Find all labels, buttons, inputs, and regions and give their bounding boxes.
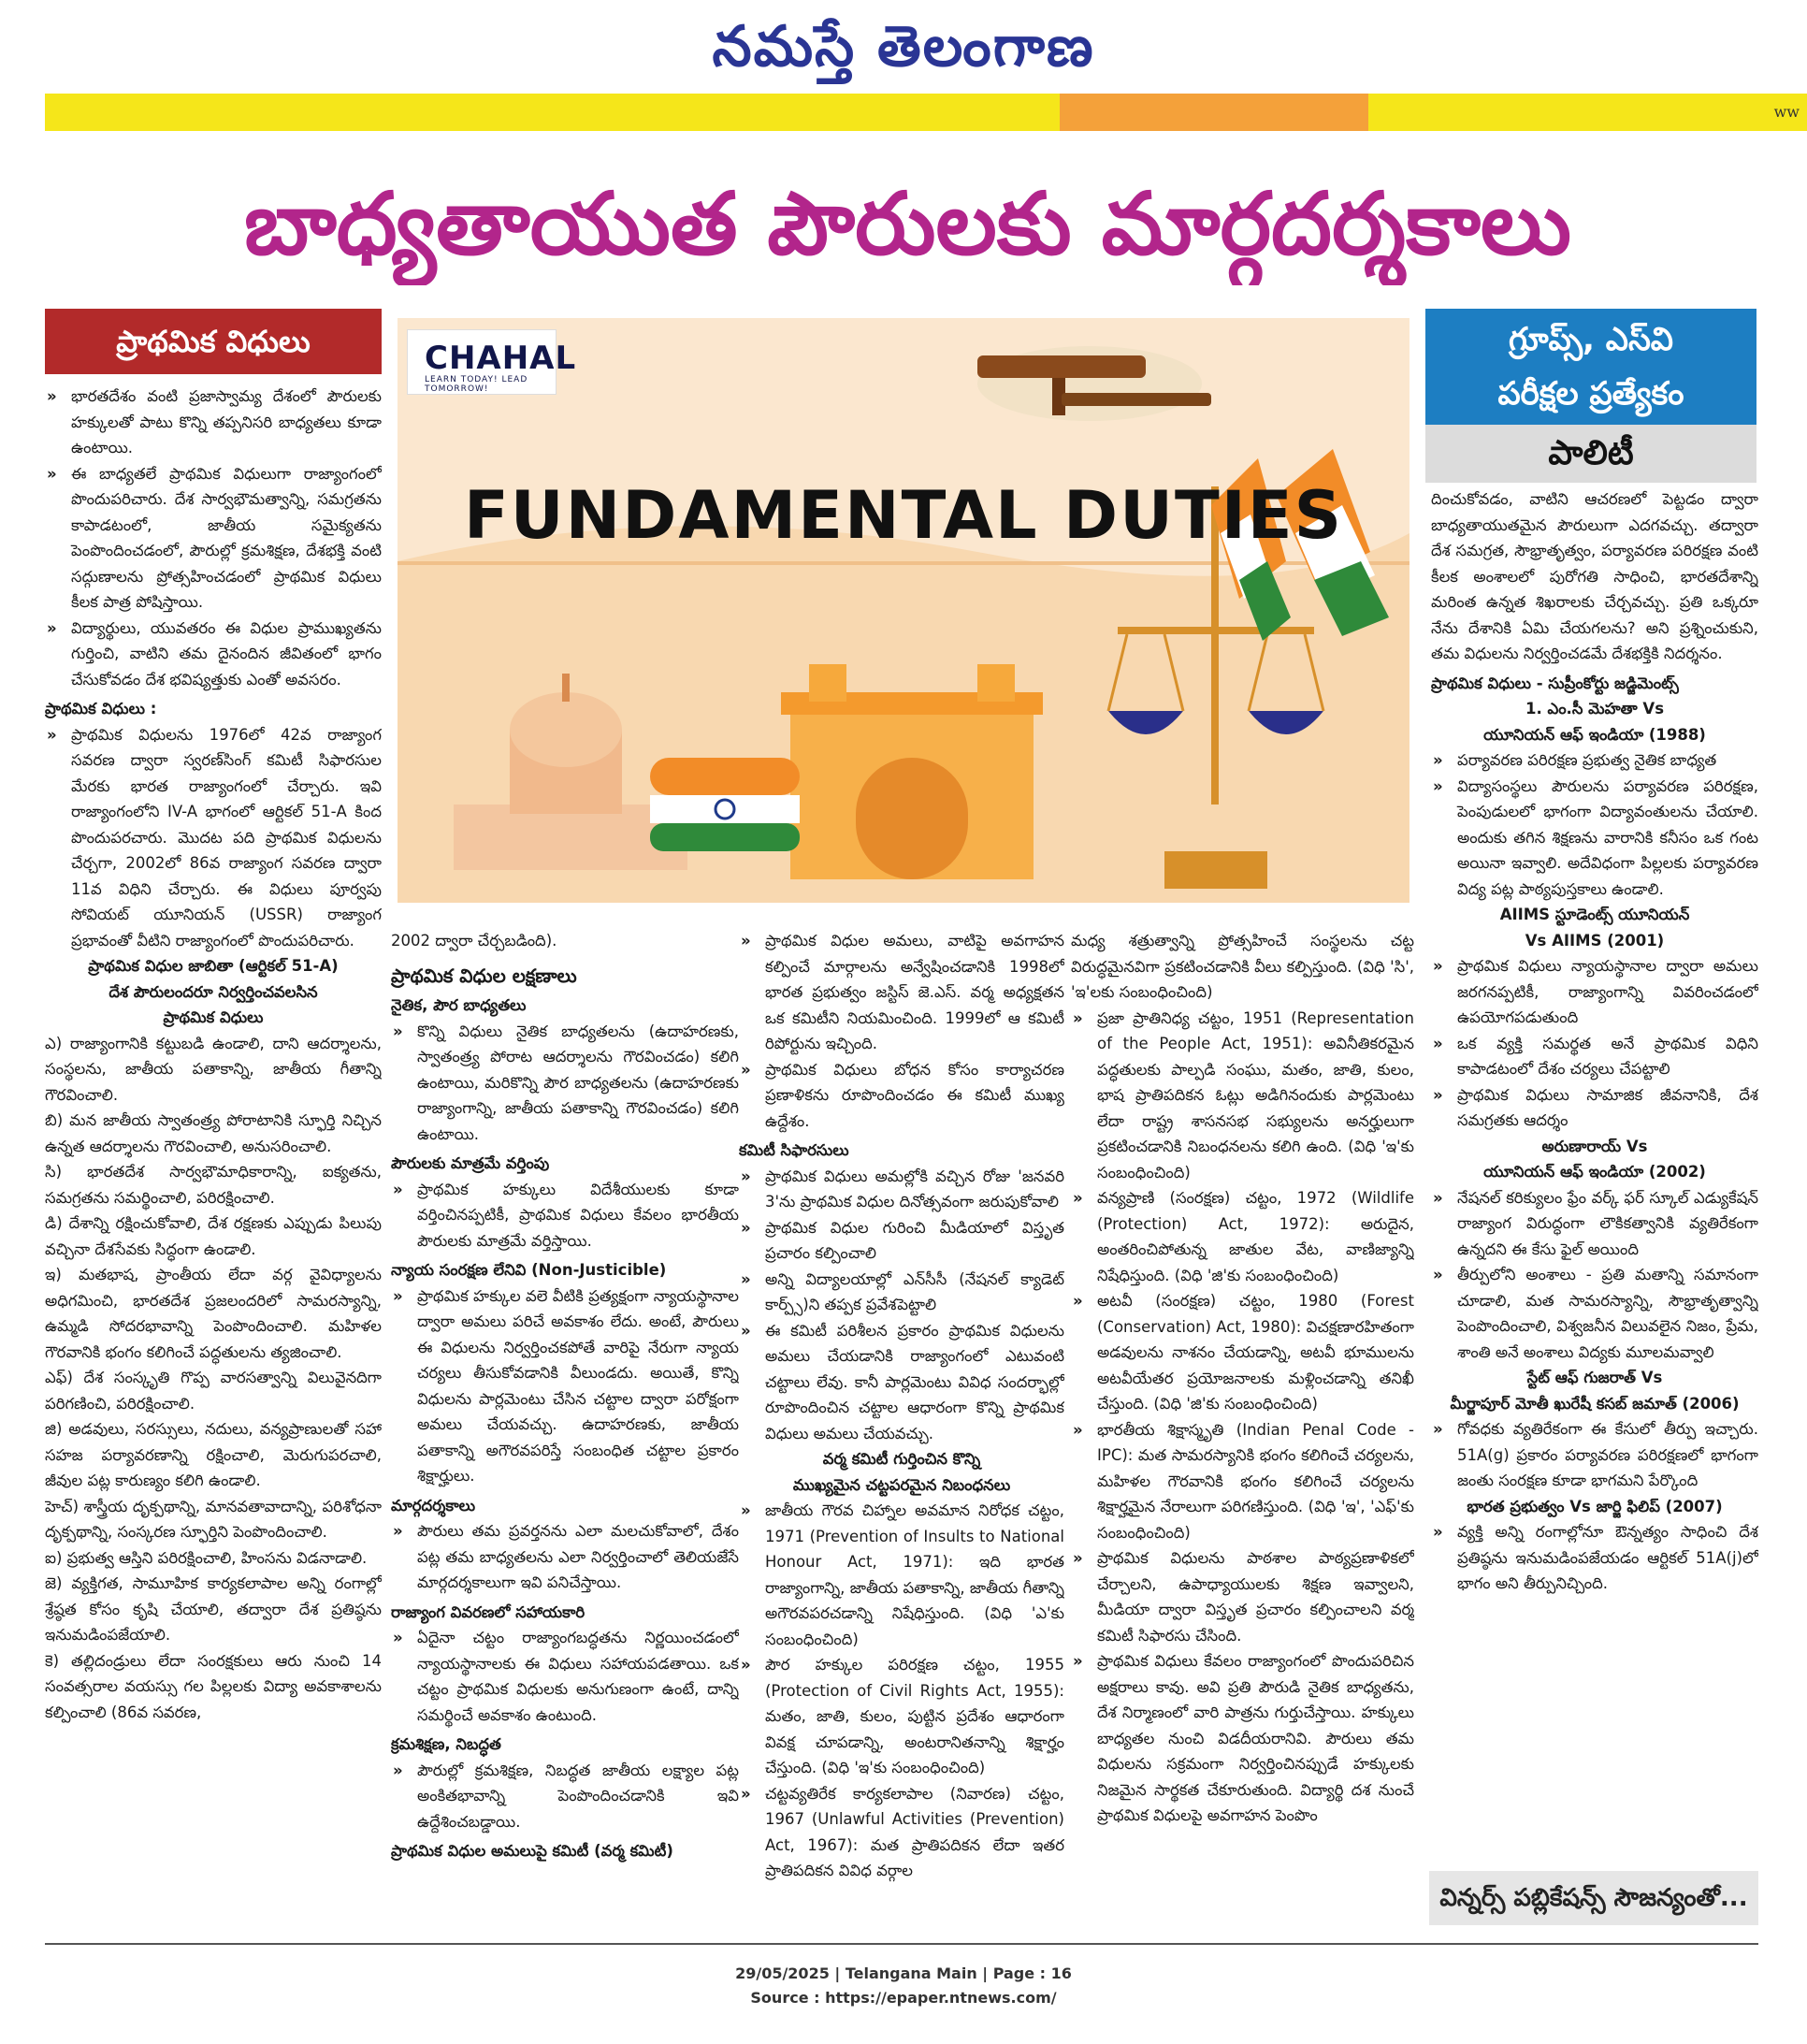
paragraph: » ఈ బాధ్యతలే ప్రాథమిక విధులుగా రాజ్యాంగంలో పొందుపరిచారు. దేశ సార్వభౌమత్వాన్ని, సమగ్రతను కాపాడటంలో, జాతీయ సమైక్యతను పెంపొందించడంలో, పౌరుల్లో క్రమశిక్షణ, దేశభక్తి వంటి సద్గుణాలను ప్రోత్సహించడంలో ప్రాథమిక విధులు కీలక పాత్ర పోషిస్తాయి.: [45, 461, 382, 616]
paragraph: » కొన్ని విధులు నైతిక బాధ్యతలను (ఉదాహరణకు, స్వాతంత్ర్య పోరాట ఆదర్శాలను గౌరవించడం) కలిగి ఉంటాయి, మరికొన్ని పౌర బాధ్యతలను (ఉదాహరణకు రాజ్యాంగాన్ని, జాతీయ పతాకాన్ని గౌరవించడం) కలిగి ఉంటాయి.: [391, 1019, 739, 1148]
strip-left-mark: [185, 94, 260, 131]
paragraph: » అన్ని విద్యాలయాల్లో ఎన్‌సీసీ (నేషనల్ క్యాడెట్ కార్ప్స్)ని తప్పక ప్రవేశపెట్టాలి: [739, 1267, 1064, 1318]
footer-rule: [45, 1943, 1758, 1945]
chahal-logo: [407, 329, 577, 395]
column-2: [391, 928, 739, 1920]
case-title: యూనియన్ ఆఫ్ ఇండియా (1988): [1483, 725, 1706, 744]
list-title: ప్రాథమిక విధులు: [163, 1008, 264, 1026]
paragraph: » చట్టవ్యతిరేక కార్యకలాపాల (నివారణ) చట్టం, 1967 (Unlawful Activities (Prevention) Act, 1967): మత ప్రాతిపదికన లేదా ఇతర ప్రాతిపదికన వివిధ వర్గాల: [739, 1781, 1064, 1884]
duty-item: ఐ) ప్రభుత్వ ఆస్తిని పరిరక్షించాలి, హింసను విడనాడాలి.: [45, 1548, 368, 1567]
strip-www: ww: [1773, 103, 1800, 121]
paragraph: » ప్రజా ప్రాతినిధ్య చట్టం, 1951 (Representation of the People Act, 1951): అవినీతికరమైన పద్ధతులకు పాల్పడి సంఘు, మతం, జాతి, కులం, భాష ప్రాతిపదికన ఓట్లు అడిగినందుకు పార్లమెంటు లేదా రాష్ట్ర శాసనసభ సభ్యులను అనర్హులుగా ప్రకటించడానికి నిబంధనలను కలిగి ఉంది. (విధి 'ఇ'కు సంబంధించింది): [1071, 1006, 1414, 1186]
paragraph: » ప్రాథమిక హక్కులు విదేశీయులకు కూడా వర్తించినప్పటికీ, ప్రాథమిక విధులు కేవలం భారతీయ పౌరులకు మాత్రమే వర్తిస్తాయి.: [391, 1177, 739, 1254]
color-strip: [45, 94, 1807, 131]
subheading: ముఖ్యమైన చట్టపరమైన నిబంధనలు: [792, 1475, 1011, 1494]
duty-item: ఇ) మతభాష, ప్రాంతీయ లేదా వర్గ వైవిధ్యాలను అధిగమించి, భారతదేశ ప్రజలందరిలో సామరస్యాన్ని, ఉమ్మడి సోదరభావాన్ని పెంపొందించాలి. మహిళల గౌరవానికి భంగం కలిగించే పద్ధతులను త్యజించాలి.: [45, 1266, 382, 1361]
subheading: మార్గదర్శకాలు: [391, 1496, 476, 1515]
subheading: ప్రాథమిక విధులు :: [45, 700, 157, 718]
headline: బాధ్యతాయుత పౌరులకు మార్గదర్శకాలు: [244, 174, 1571, 274]
duty-item: డి) దేశాన్ని రక్షించుకోవాలి, దేశ రక్షణకు ఎప్పుడు పిలుపు వచ్చినా దేశసేవకు సిద్ధంగా ఉండాలి.: [45, 1214, 382, 1258]
paragraph: 2002 ద్వారా చేర్చబడింది).: [391, 932, 557, 950]
footer-source-line: Source : https://epaper.ntnews.com/: [750, 1989, 1057, 2007]
paragraph: » జాతీయ గౌరవ చిహ్నాల అవమాన నిరోధక చట్టం, 1971 (Prevention of Insults to National Honour Act, 1971): ఇది భారత రాజ్యాంగాన్ని, జాతీయ పతాకాన్ని, జాతీయ గీతాన్ని అగౌరవపరచడాన్ని నిషేధిస్తుంది. (విధి 'ఎ'కు సంబంధించింది): [739, 1498, 1064, 1652]
masthead-title: నమస్తే తెలంగాణ: [712, 14, 1095, 80]
section-heading: ప్రాథమిక విధుల లక్షణాలు: [391, 964, 577, 987]
right-header-line1: గ్రూప్స్, ఎస్‌వి: [1509, 321, 1673, 358]
footer-date-line: 29/05/2025 | Telangana Main | Page : 16: [735, 1964, 1072, 1982]
case-title: AIIMS స్టూడెంట్స్ యూనియన్: [1499, 906, 1690, 923]
subheading: ప్రాథమిక విధులు - సుప్రీంకోర్టు జడ్జిమెంట్స్: [1431, 674, 1679, 692]
paragraph: » ఈ కమిటీ పరిశీలన ప్రకారం ప్రాథమిక విధులను అమలు చేయడానికి రాజ్యాంగంలో ఎటువంటి చట్టాలు లేవు. కానీ పార్లమెంటు వివిధ సందర్భాల్లో రూపొందించిన చట్టాల ఆధారంగా కొన్ని ప్రాథమిక విధులు అమలు చేయవచ్చు.: [739, 1318, 1064, 1447]
paragraph: » భారతదేశం వంటి ప్రజాస్వామ్య దేశంలో పౌరులకు హక్కులతో పాటు కొన్ని తప్పనిసరి బాధ్యతలు కూడా ఉంటాయి.: [45, 384, 382, 461]
masthead: [0, 0, 1807, 94]
case-title: మీర్జాపూర్ మోతీ ఖురేషీ కసబ్ జమాత్ (2006): [1450, 1394, 1740, 1413]
duty-item: ఎ) రాజ్యాంగానికి కట్టుబడి ఉండాలి, దాని ఆదర్శాలను, సంస్థలను, జాతీయ పతాకాన్ని, జాతీయ గీతాన్ని గౌరవించాలి.: [45, 1034, 382, 1104]
duty-item: జి) అడవులు, సరస్సులు, నదులు, వన్యప్రాణులతో సహా సహజ పర్యావరణాన్ని రక్షించాలి, మెరుగుపరచాలి, జీవుల పట్ల కారుణ్యం కలిగి ఉండాలి.: [45, 1420, 382, 1489]
case-title: Vs AIIMS (2001): [1525, 931, 1665, 950]
subheading: కమిటీ సిఫారసులు: [739, 1141, 849, 1159]
paragraph: » గోవధకు వ్యతిరేకంగా ఈ కేసులో తీర్పు ఇచ్చారు. 51A(g) ప్రకారం పర్యావరణ పరిరక్షణలో భాగంగా జంతు సంరక్షణ కూడా భాగమని పేర్కొంది: [1431, 1416, 1758, 1494]
paragraph: దించుకోవడం, వాటిని ఆచరణలో పెట్టడం ద్వారా బాధ్యతాయుతమైన పౌరులుగా ఎదగవచ్చు. తద్వారా దేశ సమగ్రత, సౌభ్రాతృత్వం, పర్యావరణ పరిరక్షణ వంటి కీలక అంశాలలో పురోగతి సాధించి, భారతదేశాన్ని మరింత ఉన్నత శిఖరాలకు చేర్చవచ్చు. ప్రతి ఒక్కరూ నేను దేశానికి ఏమి చేయగలను? అని ప్రశ్నించుకుని, తమ విధులను నిర్వర్తించడమే దేశభక్తికి నిదర్శనం.: [1431, 490, 1758, 662]
paragraph: » ఒక వ్యక్తి సమర్థత అనే ప్రాథమిక విధిని కాపాడటంలో దేశం చర్యలు చేపట్టాలి: [1431, 1031, 1758, 1082]
feature-image: [398, 318, 1409, 903]
case-title: అరుణారాయ్ Vs: [1541, 1137, 1648, 1155]
right-section-header: [1425, 309, 1756, 425]
column-5: [1431, 486, 1758, 1871]
subheading: రాజ్యాంగ వివరణలో సహాయకారి: [391, 1602, 585, 1621]
subheading: న్యాయ సంరక్షణ లేనివి (Non-Justicible): [391, 1261, 667, 1279]
case-title: భారత ప్రభుత్వం Vs జార్జి ఫిలిప్ (2007): [1467, 1497, 1723, 1515]
strip-mid-band: [1060, 94, 1368, 131]
list-title: ప్రాథమిక విధుల జాబితా (ఆర్టికల్ 51-A): [88, 957, 339, 975]
chahal-logo-text: CHAHAL: [425, 340, 577, 377]
paragraph: » ప్రాథమిక విధులు అమల్లోకి వచ్చిన రోజు 'జనవరి 3'ను ప్రాథమిక విధుల దినోత్సవంగా జరుపుకోవాలి: [739, 1164, 1064, 1215]
paragraph: » వ్యక్తి అన్ని రంగాల్లోనూ ఔన్నత్యం సాధించి దేశ ప్రతిష్ఠను ఇనుమడింపజేయడం ఆర్టికల్ 51A(j)లో భాగం అని తీర్పునిచ్చింది.: [1431, 1519, 1758, 1597]
feature-illustration: [398, 318, 1409, 903]
paragraph: » ప్రాథమిక విధుల అమలు, వాటిపై అవగాహన కల్పించే మార్గాలను అన్వేషించడానికి 1998లో భారత ప్రభుత్వం జస్టిస్ జె.ఎస్. వర్మ అధ్యక్షతన ఒక కమిటీని నియమించింది. 1999లో ఆ కమిటీ రిపోర్టును ఇచ్చింది.: [739, 928, 1064, 1057]
chahal-logo-tagline: LEARN TODAY! LEAD TOMORROW!: [425, 375, 528, 394]
paragraph: మధ్య శత్రుత్వాన్ని ప్రోత్సహించే సంస్థలను చట్ట విరుద్ధమైనవిగా ప్రకటించడానికి వీలు కల్పిస్తుంది. (విధి 'సి', 'ఇ'లకు సంబంధించింది): [1071, 932, 1414, 1001]
subheading: పౌరులకు మాత్రమే వర్తింపు: [391, 1154, 550, 1172]
paragraph: » ఏదైనా చట్టం రాజ్యాంగబద్ధతను నిర్ణయించడంలో న్యాయస్థానాలకు ఈ విధులు సహాయపడతాయి. ఒక చట్టం ప్రాథమిక విధులకు అనుగుణంగా ఉంటే, దాన్ని సమర్థించే అవకాశం ఉంటుంది.: [391, 1625, 739, 1728]
paragraph: » భారతీయ శిక్షాస్మృతి (Indian Penal Code - IPC): మత సామరస్యానికి భంగం కలిగించే చర్యలను, మహిళల గౌరవానికి భంగం కలిగించే చర్యలను శిక్షార్హమైన నేరాలుగా పరిగణిస్తుంది. (విధి 'ఇ', 'ఎఫ్'కు సంబంధించింది): [1071, 1417, 1414, 1546]
case-title: 1. ఎం.సీ మెహతా Vs: [1525, 700, 1665, 718]
subheading: నైతిక, పౌర బాధ్యతలు: [391, 996, 527, 1014]
paragraph: » పౌర హక్కుల పరిరక్షణ చట్టం, 1955 (Protection of Civil Rights Act, 1955): మతం, జాతి, కులం, పుట్టిన ప్రదేశం ఆధారంగా వివక్ష చూపడాన్ని, అంటరానితనాన్ని శిక్షార్హం చేస్తుంది. (విధి 'ఇ'కు సంబంధించింది): [739, 1652, 1064, 1781]
subheading: ప్రాథమిక విధుల అమలుపై కమిటీ (వర్మ కమిటీ): [391, 1842, 673, 1860]
paragraph: » ప్రాథమిక విధులు సామాజిక జీవనానికి, దేశ సమగ్రతకు ఆదర్శం: [1431, 1082, 1758, 1134]
list-title: దేశ పౌరులందరూ నిర్వర్తించవలసిన: [108, 982, 318, 1001]
paragraph: » తీర్పులోని అంశాలు - ప్రతి మతాన్ని సమానంగా చూడాలి, మత సామరస్యాన్ని, సౌభ్రాతృత్వాన్ని పెంపొందించాలి, విశ్వజనీన విలువలైన నిజం, ప్రేమ, శాంతి అనే అంశాలు విద్యకు మూలమవ్వాలి: [1431, 1262, 1758, 1365]
paragraph: » ప్రాథమిక విధులు కేవలం రాజ్యాంగంలో పొందుపరిచిన అక్షరాలు కావు. అవి ప్రతి పౌరుడి నైతిక బాధ్యతను, దేశ నిర్మాణంలో వారి పాత్రను గుర్తుచేస్తాయి. హక్కులు బాధ్యతల నుంచి విడదీయరానివి. పౌరులు తమ విధులను సక్రమంగా నిర్వర్తించినప్పుడే హక్కులకు నిజమైన సార్థకత చేకూరుతుంది. విద్యార్థి దశ నుంచే ప్రాథమిక విధులపై అవగాహన పెంపొం: [1071, 1648, 1414, 1829]
paragraph: » పౌరులు తమ ప్రవర్తనను ఎలా మలచుకోవాలో, దేశం పట్ల తమ బాధ్యతలను ఎలా నిర్వర్తించాలో తెలియజేసే మార్గదర్శకాలుగా ఇవి పనిచేస్తాయి.: [391, 1518, 739, 1596]
column-4: [1071, 928, 1414, 1920]
polity-tag: పాలిటీ: [1425, 425, 1756, 483]
column-3: [739, 928, 1064, 1920]
subheading: క్రమశిక్షణ, నిబద్ధత: [391, 1735, 501, 1753]
case-title: యూనియన్ ఆఫ్ ఇండియా (2002): [1483, 1163, 1706, 1181]
paragraph: » ప్రాథమిక విధుల గురించి మీడియాలో విస్తృత ప్రచారం కల్పించాలి: [739, 1215, 1064, 1267]
duty-item: సి) భారతదేశ సార్వభౌమాధికారాన్ని, ఐక్యతను, సమగ్రతను సమర్థించాలి, పరిరక్షించాలి.: [45, 1163, 382, 1207]
duty-item: జె) వ్యక్తిగత, సామూహిక కార్యకలాపాల అన్ని రంగాల్లో శ్రేష్ఠత కోసం కృషి చేయాలి, తద్వారా దేశ ప్రతిష్ఠను ఇనుమడింపజేయాలి.: [45, 1574, 382, 1644]
credit-box: విన్నర్స్ పబ్లికేషన్స్ సౌజన్యంతో...: [1429, 1871, 1758, 1925]
duty-item: హెచ్) శాస్త్రీయ దృక్పథాన్ని, మానవతావాదాన్ని, పరిశోధనా దృక్పథాన్ని, సంస్కరణ స్ఫూర్తిని పెంపొందించాలి.: [45, 1497, 382, 1541]
paragraph: » ప్రాథమిక విధులు బోధన కోసం కార్యాచరణ ప్రణాళికను రూపొందించడం ఈ కమిటీ ముఖ్య ఉద్దేశం.: [739, 1057, 1064, 1135]
duty-item: ఎఫ్) దేశ సంస్కృతి గొప్ప వారసత్వాన్ని విలువైనదిగా పరిగణించి, పరిరక్షించాలి.: [45, 1369, 382, 1413]
subheading: వర్మ కమిటీ గుర్తించిన కొన్ని: [822, 1450, 981, 1468]
paragraph: » పౌరుల్లో క్రమశిక్షణ, నిబద్ధత జాతీయ లక్ష్యాల పట్ల అంకితభావాన్ని పెంపొందించడానికి ఇవి ఉద్దేశించబడ్డాయి.: [391, 1758, 739, 1835]
duty-item: బి) మన జాతీయ స్వాతంత్ర్య పోరాటానికి స్ఫూర్తి నిచ్చిన ఉన్నత ఆదర్శాలను గౌరవించాలి, అనుసరించాలి.: [45, 1111, 382, 1155]
paragraph: » వన్యప్రాణి (సంరక్షణ) చట్టం, 1972 (Wildlife (Protection) Act, 1972): అరుదైన, అంతరించిపోతున్న జాతుల వేట, వాణిజ్యాన్ని నిషేధిస్తుంది. (విధి 'జి'కు సంబంధించింది): [1071, 1185, 1414, 1288]
paragraph: » ప్రాథమిక విధులు న్యాయస్థానాల ద్వారా అమలు జరగనప్పటికీ, రాజ్యాంగాన్ని వివరించడంలో ఉపయోగపడుతుంది: [1431, 953, 1758, 1031]
duty-item: కె) తల్లిదండ్రులు లేదా సంరక్షకులు ఆరు నుంచి 14 సంవత్సరాల వయస్సు గల పిల్లలకు విద్యా అవకాశాలను కల్పించాలి (86వ సవరణ,: [45, 1651, 382, 1721]
paragraph: » ప్రాథమిక హక్కుల వలె వీటికి ప్రత్యక్షంగా న్యాయస్థానాల ద్వారా అమలు పరిచే అవకాశం లేదు. అంటే, పౌరులు ఈ విధులను నిర్వర్తించకపోతే వారిపై నేరుగా న్యాయ చర్యలు తీసుకోవడానికి వీలుండదు. అయితే, కొన్ని విధులను పార్లమెంటు చేసిన చట్టాల ద్వారా పరోక్షంగా అమలు చేయవచ్చు. ఉదాహరణకు, జాతీయ పతాకాన్ని అగౌరవపరిస్తే సంబంధిత చట్టాల ప్రకారం శిక్షార్హులు.: [391, 1283, 739, 1489]
left-section-header: ప్రాథమిక విధులు: [45, 309, 382, 374]
image-title: FUNDAMENTAL DUTIES: [463, 477, 1344, 554]
column-1: [45, 384, 382, 1918]
paragraph: » నేషనల్ కరిక్యులం ఫ్రేం వర్క్ ఫర్ స్కూల్ ఎడ్యుకేషన్ రాజ్యాంగ విరుద్ధంగా లౌకికత్వానికి వ్యతిరేకంగా ఉన్నదని ఈ కేసు ఫైల్ అయింది: [1431, 1185, 1758, 1263]
case-title: స్టేట్ ఆఫ్ గుజరాత్ Vs: [1526, 1369, 1663, 1386]
paragraph: » విద్యాసంస్థలు పౌరులను పర్యావరణ పరిరక్షణ, పెంపుడులలో భాగంగా విద్యావంతులను చేయాలి. అందుకు తగిన శిక్షణను వారానికి కనీసం ఒక గంట అయినా ఇవ్వాలి. అదేవిధంగా పిల్లలకు పర్యావరణ విద్య పట్ల పాఠ్యపుస్తకాలు ఉండాలి.: [1431, 774, 1758, 903]
paragraph: » పర్యావరణ పరిరక్షణ ప్రభుత్వ నైతిక బాధ్యత: [1431, 747, 1758, 774]
paragraph: » ప్రాథమిక విధులను 1976లో 42వ రాజ్యాంగ సవరణ ద్వారా స్వరణ్‌సింగ్ కమిటీ సిఫారసుల మేరకు భారత రాజ్యాంగంలో చేర్చారు. ఇవి రాజ్యాంగంలోని IV-A భాగంలో ఆర్టికల్ 51-A కింద పొందుపరచారు. మొదట పది ప్రాథమిక విధులను చేర్చగా, 2002లో 86వ రాజ్యాంగ సవరణ ద్వారా 11వ విధిని చేర్చారు. ఈ విధులు పూర్వపు సోవియట్ యూనియన్ (USSR) రాజ్యాంగ ప్రభావంతో వీటిని రాజ్యాంగంలో పొందుపరిచారు.: [45, 722, 382, 954]
paragraph: » ప్రాథమిక విధులను పాఠశాల పాఠ్యప్రణాళికలో చేర్చాలని, ఉపాధ్యాయులకు శిక్షణ ఇవ్వాలని, మీడియా ద్వారా విస్తృత ప్రచారం కల్పించాలని వర్మ కమిటీ సిఫారసు చేసింది.: [1071, 1545, 1414, 1648]
right-header-line2: పరీక్షల ప్రత్యేకం: [1497, 375, 1684, 413]
paragraph: » అటవీ (సంరక్షణ) చట్టం, 1980 (Forest (Conservation) Act, 1980): విచక్షణారహితంగా అడవులను నాశనం చేయడాన్ని, అటవీ భూములను అటవీయేతర ప్రయోజనాలకు మళ్లించడాన్ని తనిఖీ చేస్తుంది. (విధి 'జి'కు సంబంధించింది): [1071, 1288, 1414, 1417]
paragraph: » విద్యార్థులు, యువతరం ఈ విధుల ప్రాముఖ్యతను గుర్తించి, వాటిని తమ దైనందిన జీవితంలో భాగం చేసుకోవడం దేశ భవిష్యత్తుకు ఎంతో అవసరం.: [45, 616, 382, 693]
